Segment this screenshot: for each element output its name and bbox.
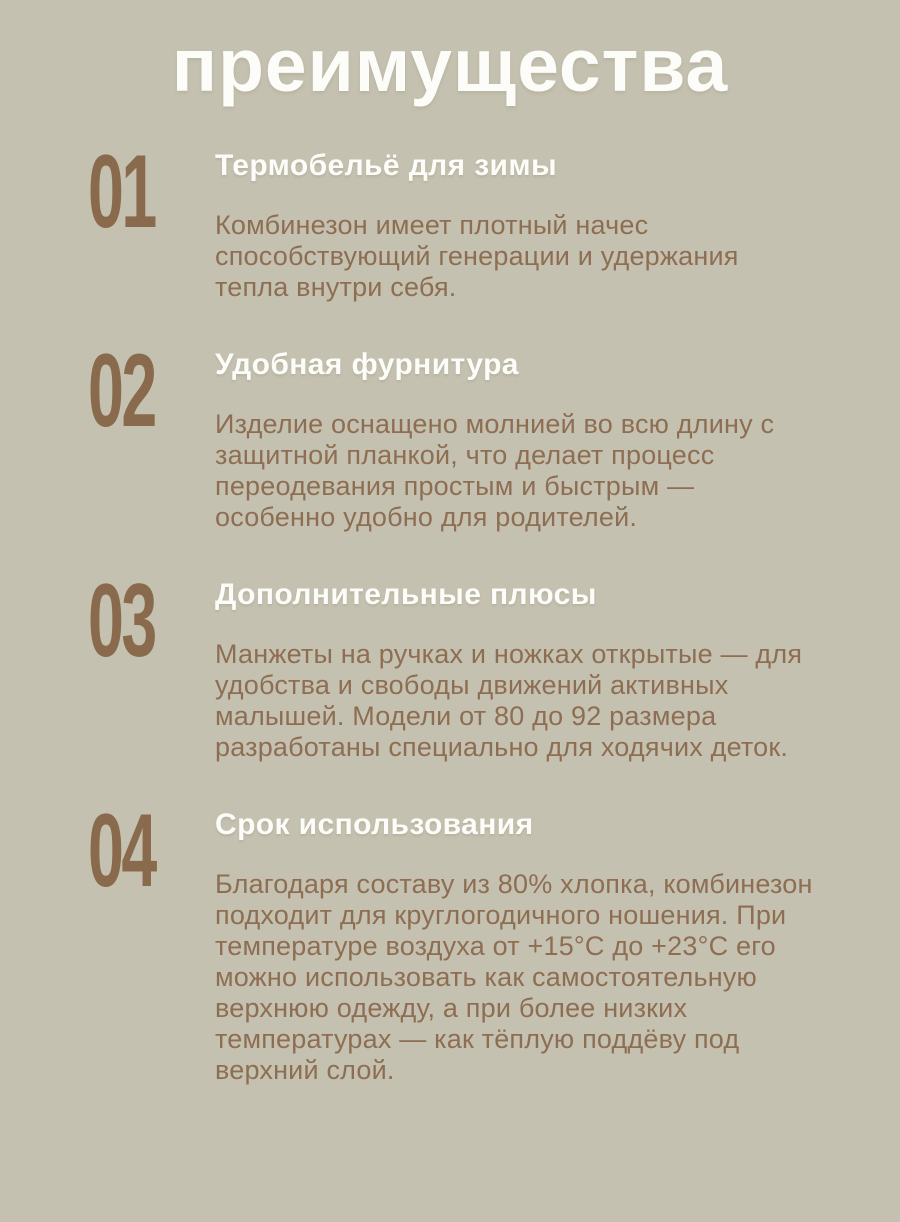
section-body: Благодаря составу из 80% хлопка, комбинезон подходит для круглогодичного ношения. При температуре воздуха от +15°С до +23°С его можно использовать как самостоятельную верхнюю одежду, а при более низких температурах — как тёплую поддёву под верхний слой.: [215, 869, 813, 1086]
section-text-column: [215, 148, 818, 303]
advantage-section-3: [0, 563, 900, 763]
section-number-column: [88, 134, 215, 303]
advantage-section-2: [0, 333, 900, 533]
section-heading: Срок использования: [215, 808, 534, 842]
section-heading: Термобельё для зимы: [215, 149, 558, 183]
section-number: 01: [88, 134, 155, 251]
section-heading: Удобная фурнитура: [215, 348, 519, 382]
section-number: 03: [88, 563, 155, 680]
section-body: Комбинезон имеет плотный начес способствующий генерации и удержания тепла внутри себя.: [215, 210, 739, 303]
section-text-column: [215, 577, 818, 763]
section-text-column: [215, 807, 818, 1086]
page-title: преимущества: [171, 23, 729, 107]
section-text-column: [215, 347, 818, 533]
section-body: Изделие оснащено молнией во всю длину с защитной планкой, что делает процесс переодевания простым и быстрым — особенно удобно для родителей.: [215, 409, 775, 533]
section-number: 02: [88, 333, 155, 450]
section-number-column: [88, 333, 215, 533]
section-number-column: [88, 563, 215, 763]
advantage-section-4: [0, 793, 900, 1086]
section-number-column: [88, 793, 215, 1086]
section-heading: Дополнительные плюсы: [215, 578, 597, 612]
section-number: 04: [88, 793, 155, 910]
section-body: Манжеты на ручках и ножках открытые — для удобства и свободы движений активных малышей. Модели от 80 до 92 размера разработаны специально для ходячих деток.: [215, 639, 803, 763]
advantages-list: [0, 134, 900, 1086]
infographic-page: [0, 22, 900, 1222]
advantage-section-1: [0, 134, 900, 303]
